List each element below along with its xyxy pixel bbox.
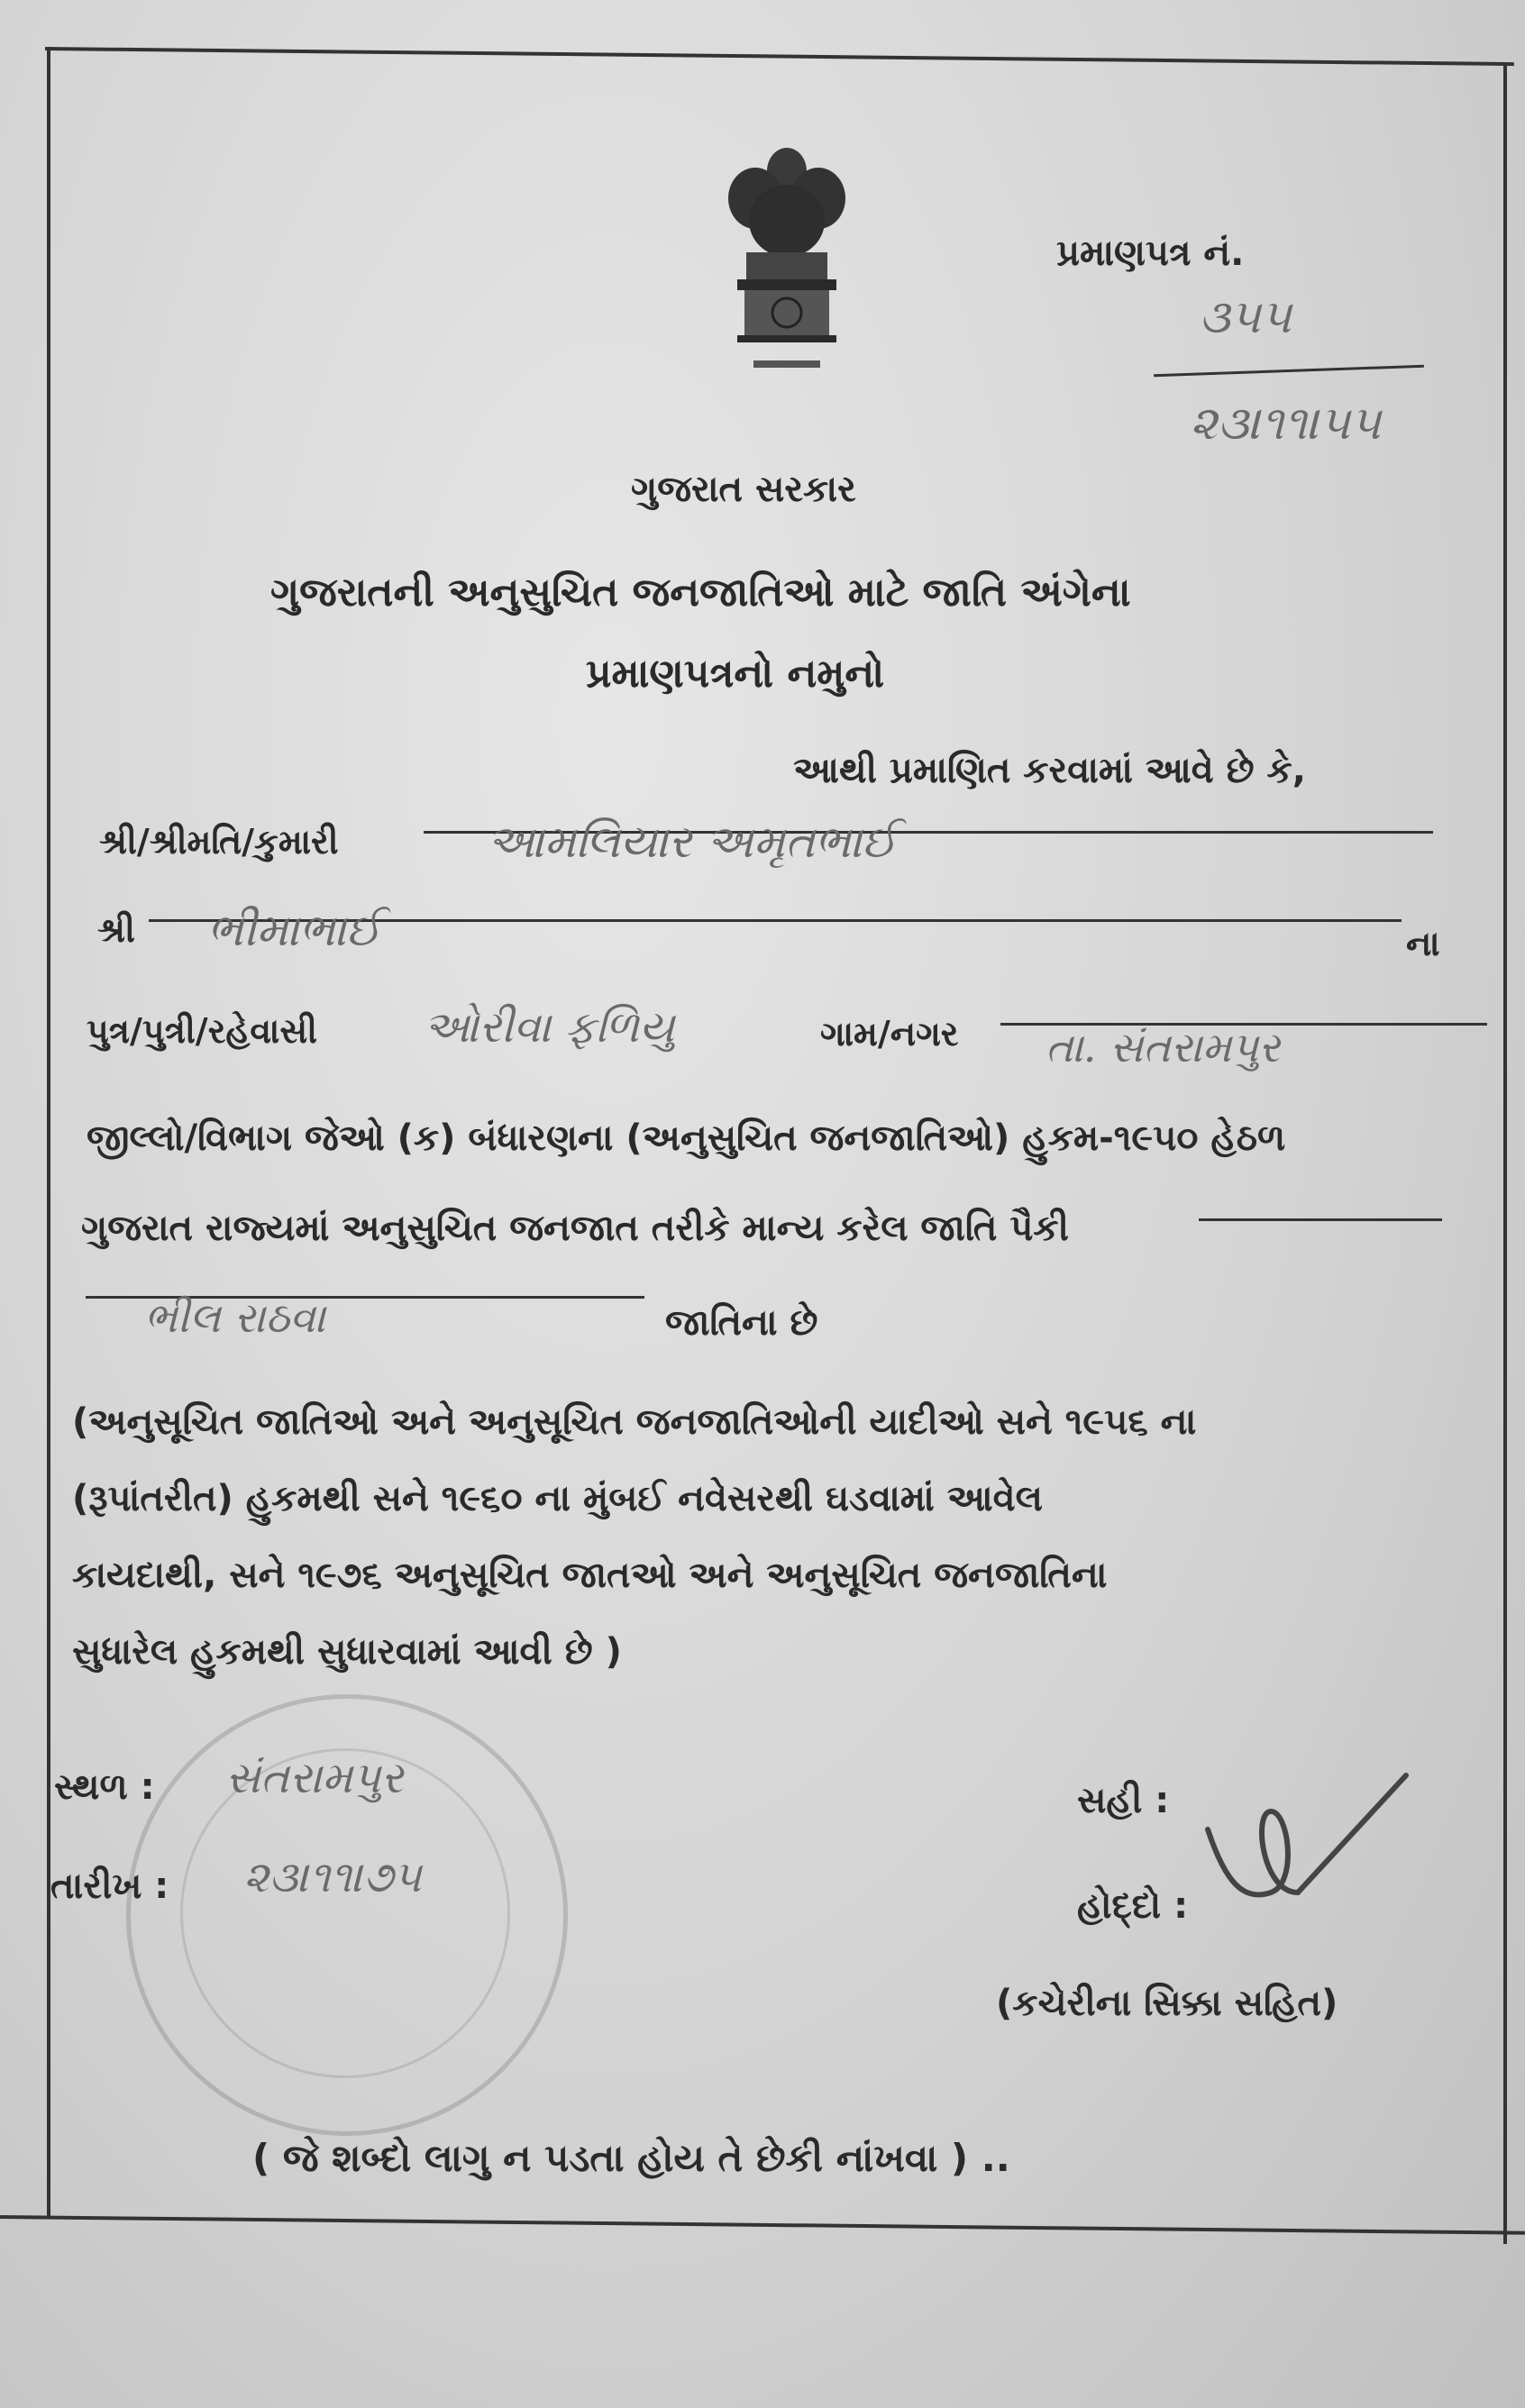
caste-value: ભીલ રાઠવા — [144, 1293, 326, 1342]
note-line-1: (અનુસૂચિત જાતિઓ અને અનુસૂચિત જનજાતિઓની યાદીઓ સને ૧૯૫૬ ના — [72, 1401, 1197, 1443]
signature-mark — [1190, 1757, 1424, 1938]
village-label: ગામ/નગર — [820, 1014, 959, 1054]
note-line-2: (રૂપાંતરીત) હુકમથી સને ૧૯૬૦ ના મુંબઈ નવેસરથી ઘડવામાં આવેલ — [72, 1478, 1043, 1519]
designation-label: હોદ્દો : — [1077, 1885, 1189, 1927]
caste-suffix: જાતિના છે — [665, 1302, 818, 1344]
body-line-1: જીલ્લો/વિભાગ જેઓ (ક) બંધારણના (અનુસુચિત જનજાતિઓ) હુકમ-૧૯૫૦ હેઠળ — [87, 1117, 1286, 1159]
bottom-border — [0, 2215, 1525, 2235]
body-line-2: ગુજરાત રાજ્યમાં અનુસુચિત જનજાત તરીકે માન્ય કરેલ જાતિ પૈકી — [81, 1208, 1069, 1249]
signature-label: સહી : — [1077, 1780, 1170, 1821]
place-value: સંતરામપુર — [225, 1753, 404, 1803]
note-line-4: સુધારેલ હુકમથી સુધારવામાં આવી છે ) — [72, 1631, 622, 1673]
seal-note: (કચેરીના સિક્કા સહિત) — [996, 1983, 1338, 2024]
father-prefix-label: શ્રી — [97, 910, 135, 950]
right-border — [1503, 63, 1507, 2244]
father-suffix-label: ના — [1406, 924, 1440, 963]
name-value: આમલિયાર અમૃતભાઈ — [487, 816, 897, 868]
residence-prefix-label: પુત્ર/પુત્રી/રહેવાસી — [87, 1011, 317, 1051]
government-heading: ગુજરાત સરકાર — [631, 469, 856, 510]
certify-text: આથી પ્રમાણિત કરવામાં આવે છે કે, — [793, 750, 1306, 791]
title-line-1: ગુજરાતની અનુસુચિત જનજાતિઓ માટે જાતિ અંગેના — [270, 570, 1131, 616]
name-prefix-label: શ્રી/શ્રીમતિ/કુમારી — [99, 822, 339, 862]
footer-note: ( જે શબ્દો લાગુ ન પડતા હોય તે છેકી નાંખવા ) .. — [252, 2136, 1010, 2180]
certificate-date: ૨૩।૧૧।૫૫ — [1190, 397, 1382, 451]
note-line-3: કાયદાથી, સને ૧૯૭૬ અનુસૂચિત જાતઓ અને અનુસૂચિત જનજાતિના — [72, 1555, 1108, 1596]
father-value: ભીમાભાઈ — [207, 904, 381, 956]
residence-value: ઓરીવા ફળિયુ — [424, 1002, 675, 1053]
top-border — [45, 47, 1514, 66]
certificate-number: ૩૫૫ — [1199, 290, 1292, 344]
date-value: ૨૩।૧૧।૭૫ — [243, 1852, 422, 1902]
place-label: સ્થળ : — [54, 1766, 155, 1808]
caste-list-line — [1199, 1218, 1442, 1221]
national-emblem-icon — [710, 135, 863, 397]
date-label: તારીખ : — [50, 1865, 169, 1907]
certificate-number-underline — [1154, 365, 1424, 377]
village-value: તા. સંતરામપુર — [1046, 1023, 1280, 1072]
certificate-number-label: પ્રમાણપત્ર નં. — [1056, 233, 1245, 274]
title-line-2: પ્રમાણપત્રનો નમુનો — [586, 651, 885, 697]
